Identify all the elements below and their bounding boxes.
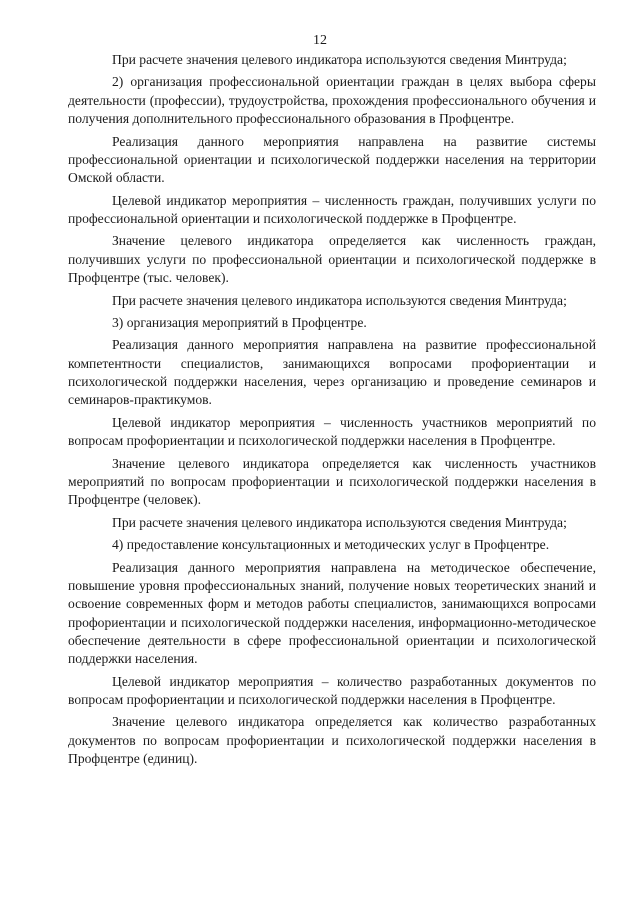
paragraph-mintrud-note-3: При расчете значения целевого индикатора используются сведения Минтруда;	[112, 514, 567, 530]
paragraph-item-3-implementation: Реализация данного мероприятия направлена на развитие профессиональной компетентности специалистов, занимающихся вопросами профориентации и психологической поддержки населения, через организацию и проведение семинаров и семинаров-практикумов.	[68, 337, 596, 408]
paragraph-mintrud-note-2: При расчете значения целевого индикатора используются сведения Минтруда;	[112, 292, 567, 308]
paragraph-item-3-indicator-value: Значение целевого индикатора определяется как численность участников мероприятий по вопросам профориентации и психологической поддержки населения в Профцентре (человек).	[68, 455, 596, 508]
page-number: 12	[313, 33, 327, 48]
paragraph-item-4-indicator: Целевой индикатор мероприятия – количество разработанных документов по вопросам профориентации и психологической поддержки населения в Профцентре.	[68, 673, 596, 707]
paragraph-item-3-heading: 3) организация мероприятий в Профцентре.	[112, 314, 367, 330]
paragraph-item-3-indicator: Целевой индикатор мероприятия – численность участников мероприятий по вопросам профориентации и психологической поддержки населения в Профцентре.	[68, 414, 596, 449]
paragraph-item-4-implementation: Реализация данного мероприятия направлена на методическое обеспечение, повышение уровня профессиональных знаний, получение новых теоретических знаний и освоение современных форм и методов работы специалистов, занимающихся вопросами профориентации и психологической поддержки населения, информационно-методическое обеспечение деятельности в сфере профессиональной ориентации и психологической поддержки населения.	[68, 559, 596, 667]
paragraph-item-2-implementation: Реализация данного мероприятия направлена на развитие системы профессиональной ориентации и психологической поддержки населения на территории Омской области.	[68, 133, 596, 186]
paragraph-item-4-indicator-value: Значение целевого индикатора определяется как количество разработанных документов по вопросам профориентации и психологической поддержки населения в Профцентре (единиц).	[68, 714, 596, 767]
paragraph-item-2-indicator: Целевой индикатор мероприятия – численность граждан, получивших услуги по профессиональной ориентации и психологической поддержке в Профцентре.	[68, 192, 596, 226]
paragraph-item-4-heading: 4) предоставление консультационных и методических услуг в Профцентре.	[112, 537, 550, 553]
paragraph-item-2-indicator-value: Значение целевого индикатора определяется как численность граждан, получивших услуги по профессиональной ориентации и психологической поддержке в Профцентре (тыс. человек).	[68, 233, 596, 286]
paragraph-item-2-heading: 2) организация профессиональной ориентации граждан в целях выбора сферы деятельности (профессии), трудоустройства, прохождения профессионального обучения и получения дополнительного профессионального образования в Профцентре.	[68, 74, 596, 127]
document-body	[68, 51, 596, 773]
paragraph-mintrud-note-1: При расчете значения целевого индикатора используются сведения Минтруда;	[112, 52, 567, 67]
